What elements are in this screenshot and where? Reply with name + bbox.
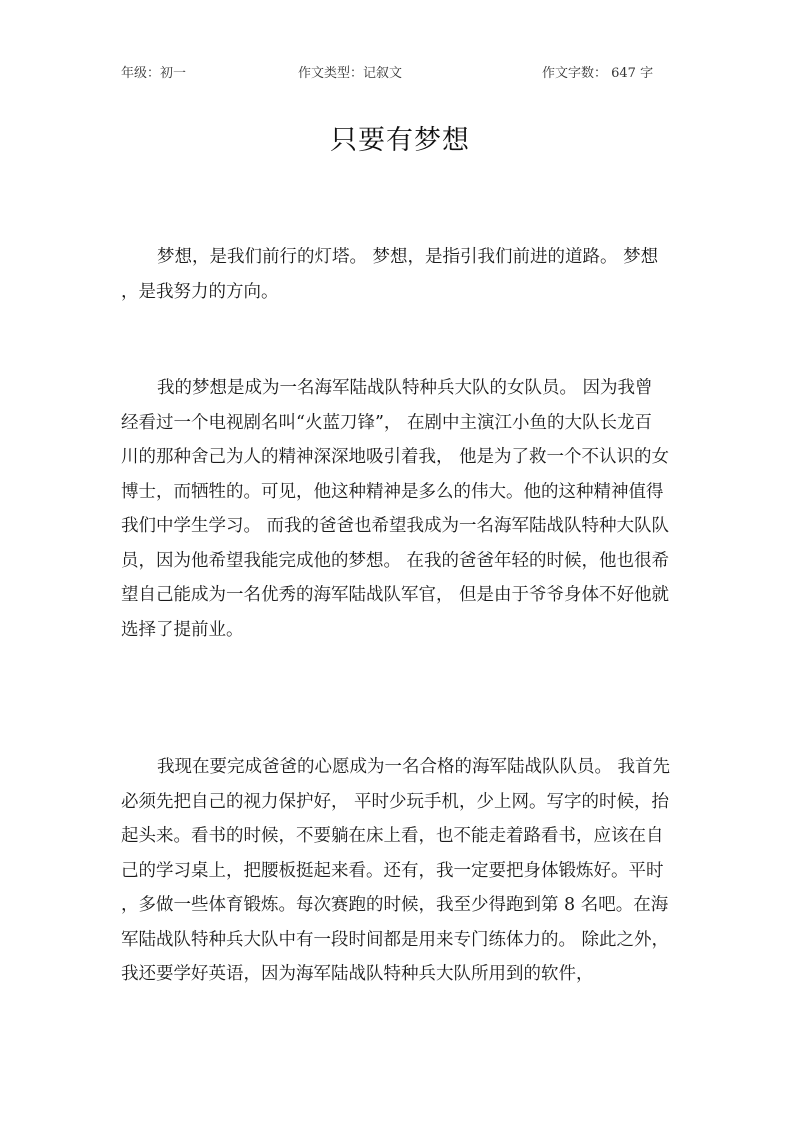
paragraph-line: 我的梦想是成为一名海军陆战队特种兵大队的女队员。 因为我曾 (157, 378, 653, 398)
paragraph-line: 望自己能成为一名优秀的海军陆战队军官， 但是由于爷爷身体不好他就 (121, 585, 670, 605)
paragraph-line: 员，因为他希望我能完成他的梦想。 在我的爸爸年轻的时候，他也很希 (121, 550, 670, 571)
paragraph-3 (121, 750, 681, 992)
paragraph-line: 川的那种舍己为人的精神深深地吸引着我， 他是为了救一个不认识的女 (121, 447, 670, 467)
essay-title: 只要有梦想 (330, 125, 470, 156)
essay-type-label: 作文类型：记叙文 (298, 66, 403, 81)
word-count-label: 作文字数： 647 字 (542, 66, 654, 81)
paragraph-line: 经看过一个电视剧名叫“火蓝刀锋”， 在剧中主演江小鱼的大队长龙百 (121, 412, 652, 433)
paragraph-line: 起头来。看书的时候，不要躺在床上看，也不能走着路看书，应该在自 (121, 826, 664, 846)
document-header (0, 62, 800, 82)
paragraph-line: ，多做一些体育锻炼。每次赛跑的时候，我至少得跑到第 8 名吧。在海 (121, 895, 669, 915)
paragraph-line: 我们中学生学习。 而我的爸爸也希望我成为一名海军陆战队特种大队队 (121, 516, 670, 536)
paragraph-line: 必须先把自己的视力保护好， 平时少玩手机，少上网。写字的时候，抬 (121, 791, 670, 812)
paragraph-line: 我还要学好英语，因为海军陆战队特种兵大队所用到的软件， (121, 964, 594, 984)
paragraph-line: 己的学习桌上，把腰板挺起来看。还有，我一定要把身体锻炼好。平时 (121, 860, 664, 881)
paragraph-1 (121, 240, 681, 309)
paragraph-line: 梦想，是我们前行的灯塔。 梦想，是指引我们前进的道路。 梦想 (157, 247, 659, 267)
paragraph-2 (121, 371, 681, 647)
paragraph-line: 选择了提前业。 (121, 619, 244, 640)
paragraph-line: ，是我努力的方向。 (121, 281, 279, 302)
paragraph-line: 军陆战队特种兵大队中有一段时间都是用来专门练体力的。 除此之外， (121, 929, 670, 950)
grade-label: 年级：初一 (121, 66, 187, 81)
paragraph-line: 我现在要完成爸爸的心愿成为一名合格的海军陆战队队员。 我首先 (157, 757, 671, 777)
paragraph-line: 博士，而牺牲的。可见，他这种精神是多么的伟大。他的这种精神值得 (121, 481, 664, 502)
